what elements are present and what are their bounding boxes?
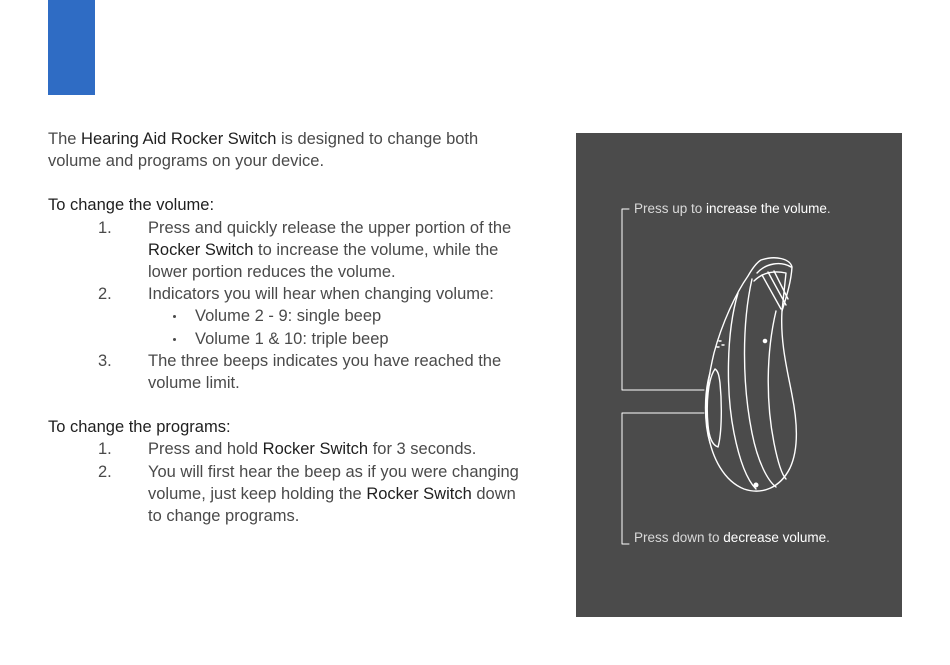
step-line: Indicators you will hear when changing volume: bbox=[148, 285, 494, 304]
step-emphasis: Rocker Switch bbox=[148, 240, 254, 259]
intro-line2: volume and programs on your device. bbox=[48, 152, 325, 171]
step-number: 2. bbox=[98, 285, 112, 304]
step-line: Press and hold bbox=[148, 440, 263, 459]
step-number: 2. bbox=[98, 462, 112, 481]
volume-step-3 bbox=[48, 350, 558, 394]
volume-steps bbox=[48, 217, 558, 395]
callout-prefix: Press down to bbox=[634, 530, 724, 545]
step-line: Press and quickly release the upper portion of the bbox=[148, 218, 512, 237]
bullet-item: Volume 1 & 10: triple beep bbox=[148, 328, 558, 350]
step-line: down bbox=[471, 484, 516, 503]
callout-emphasis: decrease volume bbox=[723, 530, 827, 545]
volume-step-2 bbox=[48, 283, 558, 350]
intro-prefix: The bbox=[48, 130, 82, 148]
intro-emphasis: Hearing Aid Rocker Switch bbox=[81, 130, 277, 148]
volume-heading: To change the volume: bbox=[48, 196, 215, 215]
step-line: volume limit. bbox=[148, 374, 240, 393]
step-line: volume, just keep holding the bbox=[148, 484, 367, 503]
intro-suffix: is designed to change both bbox=[276, 130, 479, 148]
step-line: You will first hear the beep as if you were changing bbox=[148, 462, 519, 481]
step-line: lower portion reduces the volume. bbox=[148, 263, 396, 282]
program-step-1 bbox=[48, 438, 558, 460]
step-line: to increase the volume, while the bbox=[253, 240, 499, 259]
callout-prefix: Press up to bbox=[634, 201, 707, 216]
callout-suffix: . bbox=[826, 201, 831, 216]
step-number: 1. bbox=[98, 440, 112, 459]
step-number: 3. bbox=[98, 351, 112, 370]
volume-step-1 bbox=[48, 217, 558, 284]
callout-increase bbox=[634, 201, 831, 216]
program-steps bbox=[48, 438, 558, 527]
callout-decrease bbox=[634, 530, 830, 545]
callout-suffix: . bbox=[826, 530, 830, 545]
bullet-item: Volume 2 - 9: single beep bbox=[148, 305, 558, 327]
instructions bbox=[48, 128, 558, 527]
intro-paragraph bbox=[48, 128, 558, 172]
step-emphasis: Rocker Switch bbox=[366, 484, 472, 503]
beep-indicators bbox=[148, 305, 558, 349]
step-line: to change programs. bbox=[148, 507, 300, 526]
step-line: The three beeps indicates you have reached the bbox=[148, 351, 502, 370]
accent-bar bbox=[48, 0, 95, 95]
programs-heading: To change the programs: bbox=[48, 418, 231, 437]
step-number: 1. bbox=[98, 218, 112, 237]
step-line: for 3 seconds. bbox=[368, 440, 477, 459]
rocker-switch-diagram bbox=[576, 133, 902, 617]
step-emphasis: Rocker Switch bbox=[262, 440, 369, 459]
program-step-2 bbox=[48, 461, 558, 528]
callout-emphasis: increase the volume bbox=[706, 201, 827, 216]
